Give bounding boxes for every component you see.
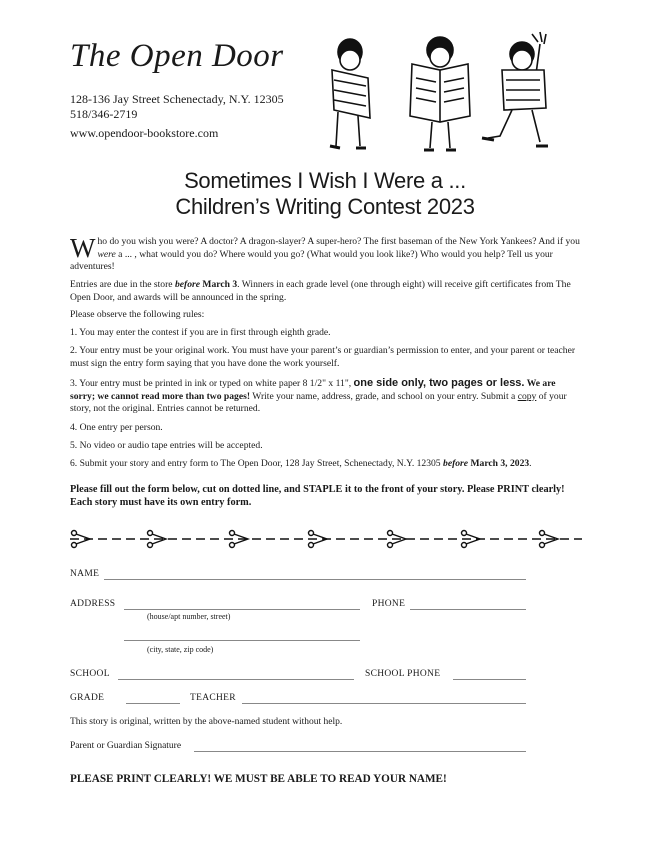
store-phone: 518/346-2719 [70,107,138,121]
entries-paragraph [70,279,582,304]
signature-label: Parent or Guardian Signature [70,741,182,751]
grade-field[interactable] [126,703,180,704]
contest-title-line2: Children’s Writing Contest 2023 [175,194,475,219]
entries-text-1: Entries are due in the store [70,279,175,290]
form-instructions: Please fill out the form below, cut on dotted line, and STAPLE it to the front of your story. Please PRINT clearly! Each story must have its own entry form. [70,484,565,508]
rule-3 [70,377,582,416]
print-clearly-notice: PLEASE PRINT CLEARLY! WE MUST BE ABLE TO READ YOUR NAME! [70,773,447,785]
store-address: 128-136 Jay Street Schenectady, N.Y. 12305 [70,92,284,106]
school-label: SCHOOL [70,669,110,679]
teacher-label: TEACHER [190,693,236,703]
original-statement: This story is original, written by the above-named student without help. [70,717,343,727]
school-phone-label: SCHOOL PHONE [365,669,441,679]
cut-line [70,528,582,550]
entries-date: March 3 [200,279,238,290]
rule-1: 1. You may enter the contest if you are in first through eighth grade. [70,327,331,338]
rule-3-text-a: 3. Your entry must be printed in ink or typed on white paper 8 1/2" x 11", [70,378,354,389]
entries-text-2: . Winners in each grade level (one through eight) will receive gift certificates from The Open Door, and awards will be announced in the spring. [70,279,571,303]
teacher-field[interactable] [242,703,526,704]
address-street-field[interactable] [124,609,360,610]
rule-3-copy: copy [517,390,537,402]
rule-2: 2. Your entry must be your original work. You must have your parent’s or guardian’s permission to enter, and your parent or teacher must sign the entry form saying that you have done the work yourself. [70,345,576,369]
intro-dropcap: W [70,233,96,263]
rule-3-emphasis: one side only, two pages or less. [353,377,525,389]
grade-label: GRADE [70,693,105,703]
rule-3-text-b: Write your name, address, grade, and school on your entry. Submit a [250,390,518,402]
rule-5: 5. No video or audio tape entries will be accepted. [70,440,263,451]
rule-3-bold: We are sorry; we cannot read more than two pages! [70,378,556,402]
store-website[interactable]: www.opendoor-bookstore.com [70,126,219,140]
name-field[interactable] [104,579,526,580]
rule-3-text-c: of your story, not the original. Entries cannot be returned. [70,390,567,415]
house-hint: (house/apt number, street) [147,612,231,621]
name-label: NAME [70,569,100,579]
intro-paragraph [70,233,582,274]
contest-title-line1: Sometimes I Wish I Were a ... [184,168,466,193]
intro-text-2: a ... , what would you do? Where would you go? (What would you look like?) Who would you help? Tell us your adventures! [70,248,553,273]
observe-text: Please observe the following rules: [70,309,205,320]
rule-6-text: 6. Submit your story and entry form to The Open Door, 128 Jay Street, Schenectady, N.Y. 12305 [70,458,444,469]
intro-text-1: ho do you wish you were? A doctor? A dragon-slayer? A super-hero? The first baseman of the New York Yankees? And if you [97,236,580,247]
children-reading-illustration [300,30,580,160]
rule-6-date: March 3, 2023 [468,458,530,469]
school-field[interactable] [118,679,354,680]
rule-6-end: . [529,458,532,469]
intro-were: were [97,248,116,260]
rule-6-before: before [443,458,469,469]
phone-field[interactable] [410,609,526,610]
city-hint: (city, state, zip code) [147,645,214,654]
school-phone-field[interactable] [453,679,526,680]
entries-before: before [174,279,201,290]
store-logo: The Open Door [70,38,284,74]
signature-field[interactable] [194,751,526,752]
address-label: ADDRESS [70,599,116,609]
rule-4: 4. One entry per person. [70,422,163,433]
address-city-field[interactable] [124,640,360,641]
rule-6 [70,458,582,471]
phone-label: PHONE [372,599,406,609]
